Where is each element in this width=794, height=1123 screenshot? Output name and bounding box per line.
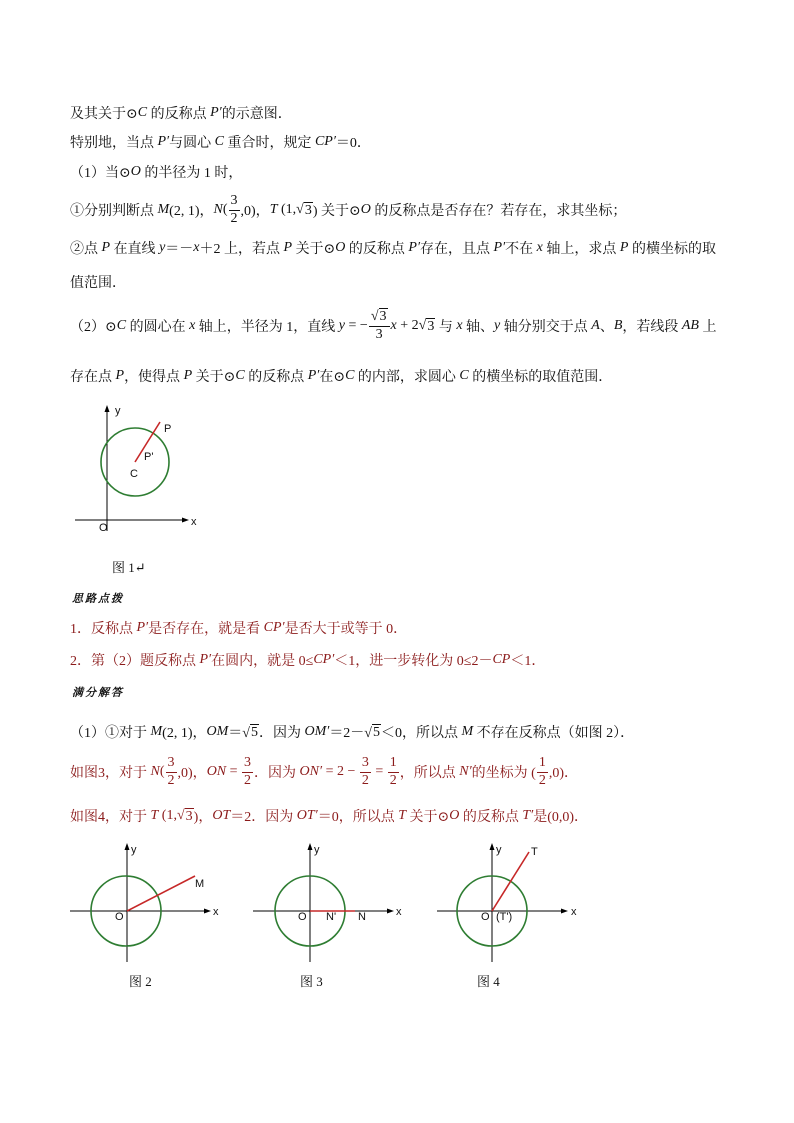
math-var: O: [449, 808, 460, 823]
text-run: 的圆心在: [126, 320, 190, 335]
point-t-label: T: [531, 846, 538, 858]
text-run: 的坐标为 (: [471, 766, 536, 781]
text-run: ，若线段: [622, 320, 682, 335]
math-var: B: [613, 318, 623, 333]
figure-1: [75, 405, 197, 534]
sqrt-radicand: 5: [373, 724, 380, 740]
x-axis-arrow: [387, 909, 394, 914]
text-run: + 2√: [396, 318, 427, 333]
math-var: CP: [492, 652, 511, 667]
x-axis-label: x: [213, 906, 219, 918]
text-run: (1,√: [158, 808, 185, 823]
sqrt-radicand: 3: [304, 202, 312, 218]
math-var: P: [101, 240, 111, 255]
math-var: T: [150, 808, 159, 823]
y-axis-arrow: [105, 405, 110, 412]
math-var: x: [189, 318, 196, 333]
text-run: （2）⊙: [70, 320, 117, 335]
text-run: 值范围．: [70, 276, 126, 291]
math-var: OT: [212, 808, 231, 823]
text-run: 的反称点: [244, 370, 308, 385]
math-var: A: [591, 318, 600, 333]
text-run: ＜1．: [510, 654, 546, 669]
text-run: 关于⊙: [406, 810, 450, 825]
caption-text: 图 1↵: [112, 559, 146, 575]
text-run: ＝0，所以点: [317, 810, 399, 825]
math-var: N: [150, 764, 160, 779]
text-run: (2, 1)，: [162, 726, 207, 741]
point-n-prime-label: N': [326, 911, 337, 923]
text-run: 的反称点: [459, 810, 523, 825]
point-t-prime-label: (T'): [496, 911, 513, 923]
math-var: P′: [408, 240, 421, 255]
sqrt-radicand: 3: [427, 318, 435, 334]
text-run: ,0)，: [177, 766, 207, 781]
fraction-numerator: 3: [166, 756, 177, 773]
sqrt-radicand: 3: [379, 309, 387, 325]
text-run: (1,√: [277, 202, 304, 217]
point-n-label: N: [358, 911, 366, 923]
text-run: 1．反称点: [70, 622, 137, 637]
text-run: 轴上，半径为 1，直线: [195, 320, 339, 335]
text-run: 的反称点: [345, 242, 409, 257]
origin-label: O: [298, 911, 307, 923]
fraction-denominator: 2: [389, 772, 397, 788]
text-run: 在⊙: [319, 370, 346, 385]
text-run: 的示意图．: [221, 107, 292, 122]
math-var: C: [116, 318, 127, 333]
text-run: ＜0，所以点: [381, 726, 462, 741]
text-run: = −: [345, 318, 368, 333]
x-axis-arrow: [182, 518, 189, 523]
fraction-denominator: 2: [167, 772, 175, 788]
hints-heading: 思路点拨: [72, 592, 124, 605]
text-run: 上: [698, 320, 717, 335]
y-axis-arrow: [490, 843, 495, 850]
math-var: P′: [199, 652, 212, 667]
text-run: 是否大于或等于 0．: [284, 622, 408, 637]
text-run: 特别地，当点: [70, 136, 158, 151]
fraction-denominator: 2: [230, 210, 238, 226]
math-var: OM′: [304, 724, 330, 739]
text-run: 关于⊙: [192, 370, 236, 385]
text-run: 存在，且点: [420, 242, 494, 257]
fraction-denominator: 2: [538, 772, 546, 788]
fraction-numerator: 3: [229, 194, 240, 211]
point-p-prime-label: P': [144, 451, 154, 463]
text-run: 重合时，规定: [223, 136, 315, 151]
math-var: x: [536, 240, 543, 255]
figure-4: [437, 843, 577, 962]
math-var: y: [159, 240, 166, 255]
math-var: M: [461, 724, 474, 739]
text-run: ,0)，: [240, 204, 270, 219]
text-run: ．因为: [258, 726, 305, 741]
text-run: ①分别判断点: [70, 204, 158, 219]
sqrt-radicand: 5: [250, 724, 258, 740]
text-run: = 2 −: [322, 764, 359, 779]
math-var: x: [193, 240, 200, 255]
text-run: 如图3，对于: [70, 766, 151, 781]
math-var: y: [338, 318, 346, 333]
point-c-label: C: [130, 468, 138, 480]
caption-text: 图 4: [477, 973, 500, 989]
text-run: (2, 1)，: [169, 204, 214, 219]
math-var: C: [345, 368, 355, 383]
text-run: 的半径为 1 时，: [140, 166, 243, 181]
math-var: OM: [206, 724, 229, 739]
math-var: P′: [210, 105, 222, 120]
math-var: M: [150, 724, 163, 739]
math-var: AB: [681, 318, 699, 333]
caption-text: 图 3: [300, 973, 323, 989]
text-run: ，使得点: [124, 370, 184, 385]
text-run: (: [222, 202, 228, 217]
fraction-denominator: 2: [244, 772, 252, 788]
solution-heading: 满分解答: [72, 686, 124, 699]
text-run: （1）①对于: [70, 726, 151, 741]
text-run: ．因为: [254, 766, 300, 781]
math-var: P: [283, 240, 293, 255]
text-run: ＝－: [165, 242, 194, 257]
text-run: 的横坐标的取值范围．: [468, 370, 613, 385]
fraction-numerator: 1: [537, 756, 548, 773]
fraction-numerator: 3: [360, 756, 371, 773]
math-var: O: [360, 202, 371, 217]
point-m-label: M: [195, 878, 205, 890]
text-run: (: [159, 764, 165, 779]
text-run: 是否存在，就是看: [148, 622, 264, 637]
y-axis-label: y: [131, 844, 137, 856]
math-var: O: [130, 164, 141, 179]
math-var: P′: [136, 620, 149, 635]
math-var: C: [459, 368, 469, 383]
text-run: 在圆内，就是 0≤: [211, 654, 314, 669]
origin-label: O: [115, 911, 124, 923]
math-var: N: [213, 202, 223, 217]
text-run: ,0)．: [548, 766, 579, 781]
math-var: y: [494, 318, 501, 333]
math-var: x: [390, 318, 397, 333]
origin-label: O: [99, 522, 108, 534]
text-run: 、: [599, 320, 614, 335]
text-run: 轴、: [462, 320, 495, 335]
math-var: P: [183, 368, 193, 383]
text-run: ＝2－√: [329, 726, 372, 741]
fraction-denominator: 3: [375, 327, 383, 342]
segment-ot: [492, 852, 529, 911]
text-run: ，所以点: [399, 766, 460, 781]
x-axis-label: x: [191, 516, 197, 528]
math-var: T: [398, 808, 406, 823]
math-var: O: [335, 240, 346, 255]
math-var: P′: [493, 240, 506, 255]
x-axis-label: x: [571, 906, 577, 918]
figure-3: [253, 843, 402, 962]
text-run: 轴分别交于点: [500, 320, 592, 335]
math-var: C: [137, 105, 148, 120]
math-var: ON: [206, 764, 227, 779]
text-run: （1）当⊙: [70, 166, 131, 181]
text-run: =: [226, 764, 242, 779]
text-run: ②点: [70, 242, 102, 257]
math-var: CP′: [263, 620, 285, 635]
y-axis-label: y: [496, 844, 502, 856]
x-axis-arrow: [204, 909, 211, 914]
text-run: 关于⊙: [292, 242, 336, 257]
sqrt-radicand: 3: [185, 808, 193, 824]
math-var: x: [456, 318, 463, 333]
math-var: P: [115, 368, 125, 383]
text-run: 与: [435, 320, 457, 335]
text-run: 轴上，求点: [542, 242, 620, 257]
fraction-numerator: 3: [242, 756, 253, 773]
text-run: ) 关于⊙: [312, 204, 361, 219]
y-axis-label: y: [314, 844, 320, 856]
math-var: C: [235, 368, 245, 383]
math-var: N′: [459, 764, 472, 779]
math-var: M: [157, 202, 170, 217]
math-var: P′: [307, 368, 320, 383]
x-axis-arrow: [561, 909, 568, 914]
text-run: 的内部，求圆心: [354, 370, 460, 385]
y-axis-label: y: [115, 405, 121, 417]
text-run: 的反称点: [147, 107, 211, 122]
fraction-numerator: 1: [388, 756, 399, 773]
text-run: 不在: [505, 242, 537, 257]
y-axis-arrow: [125, 843, 130, 850]
text-run: 是(0,0)．: [533, 810, 589, 825]
math-var: CP′: [313, 652, 335, 667]
text-run: 与圆心: [169, 136, 215, 151]
text-run: 及其关于⊙: [70, 107, 138, 122]
text-run: 在直线: [110, 242, 160, 257]
math-var: CP′: [314, 134, 336, 149]
text-run: ＋2 上，若点: [199, 242, 284, 257]
text-run: =: [371, 764, 387, 779]
math-var: T: [269, 202, 278, 217]
math-var: ON′: [299, 764, 323, 779]
text-run: ＝2．因为: [230, 810, 297, 825]
text-run: 不存在反称点（如图 2）．: [473, 726, 635, 741]
text-run: )，: [193, 810, 213, 825]
text-run: 如图4，对于: [70, 810, 151, 825]
text-run: ＝√: [228, 726, 250, 741]
math-var: C: [214, 134, 224, 149]
text-run: ＜1，进一步转化为 0≤2－: [334, 654, 493, 669]
math-var: P′: [157, 134, 170, 149]
y-axis-arrow: [308, 843, 313, 850]
math-var: OT′: [296, 808, 318, 823]
math-var: T′: [522, 808, 534, 823]
fraction-denominator: 2: [361, 772, 369, 788]
text-run: 2．第（2）题反称点: [70, 654, 200, 669]
caption-text: 图 2: [129, 973, 152, 989]
origin-label: O: [481, 911, 490, 923]
math-var: P: [619, 240, 629, 255]
text-run: ＝0．: [335, 136, 371, 151]
text-run: 存在点: [70, 370, 116, 385]
x-axis-label: x: [396, 906, 402, 918]
point-p-label: P: [164, 423, 172, 435]
text-run: 的横坐标的取: [628, 242, 716, 257]
figure-2: [70, 843, 219, 962]
sqrt-sign: √: [370, 309, 379, 325]
text-run: 的反称点是否存在？若存在，求其坐标；: [370, 204, 627, 219]
